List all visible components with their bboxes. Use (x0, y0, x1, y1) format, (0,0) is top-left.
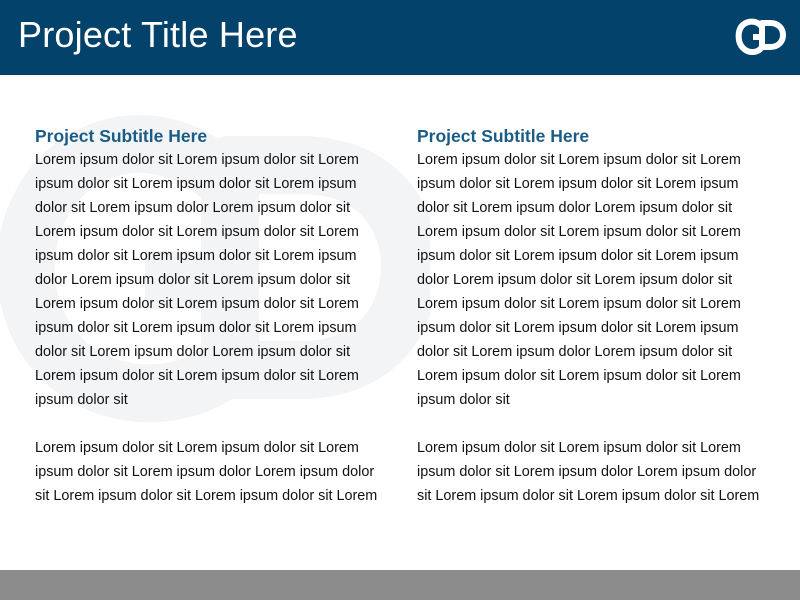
right-subtitle: Project Subtitle Here (417, 126, 590, 146)
header-bar (0, 0, 800, 75)
left-paragraph-1: Lorem ipsum dolor sit Lorem ipsum dolor sit Lorem ipsum dolor sit Lorem ipsum dolor sit Lorem ipsum dolor sit Lorem ipsum dolor Lorem ipsum dolor sit Lorem ipsum dolor sit Lorem ipsum dolor sit Lorem ipsum dolor sit Lorem ipsum dolor sit Lorem ipsum dolor Lorem ipsum dolor sit Lorem ipsum dolor sit Lorem ipsum dolor sit Lorem ipsum dolor sit Lorem ipsum dolor sit Lorem ipsum dolor sit Lorem ipsum dolor sit Lorem ipsum dolor Lorem ipsum dolor sit Lorem ipsum dolor sit Lorem ipsum dolor sit Lorem ipsum dolor sit (35, 152, 359, 408)
right-paragraph-2: Lorem ipsum dolor sit Lorem ipsum dolor sit Lorem ipsum dolor sit Lorem ipsum dolor Lorem ipsum dolor sit Lorem ipsum dolor sit Lorem ipsum dolor sit Lorem (417, 440, 760, 504)
right-paragraph-1: Lorem ipsum dolor sit Lorem ipsum dolor sit Lorem ipsum dolor sit Lorem ipsum dolor sit Lorem ipsum dolor sit Lorem ipsum dolor Lorem ipsum dolor sit Lorem ipsum dolor sit Lorem ipsum dolor sit Lorem ipsum dolor sit Lorem ipsum dolor sit Lorem ipsum dolor Lorem ipsum dolor sit Lorem ipsum dolor sit Lorem ipsum dolor sit Lorem ipsum dolor sit Lorem ipsum dolor sit Lorem ipsum dolor sit Lorem ipsum dolor sit Lorem ipsum dolor Lorem ipsum dolor sit Lorem ipsum dolor sit Lorem ipsum dolor sit Lorem ipsum dolor sit (417, 152, 741, 408)
page-title: Project Title Here (18, 14, 298, 55)
left-column (35, 124, 385, 508)
footer-bar (0, 570, 800, 600)
left-subtitle: Project Subtitle Here (35, 126, 208, 146)
gd-logo-icon (734, 15, 786, 57)
left-paragraph-2: Lorem ipsum dolor sit Lorem ipsum dolor sit Lorem ipsum dolor sit Lorem ipsum dolor Lorem ipsum dolor sit Lorem ipsum dolor sit Lorem ipsum dolor sit Lorem (35, 440, 378, 504)
right-column (417, 124, 767, 508)
